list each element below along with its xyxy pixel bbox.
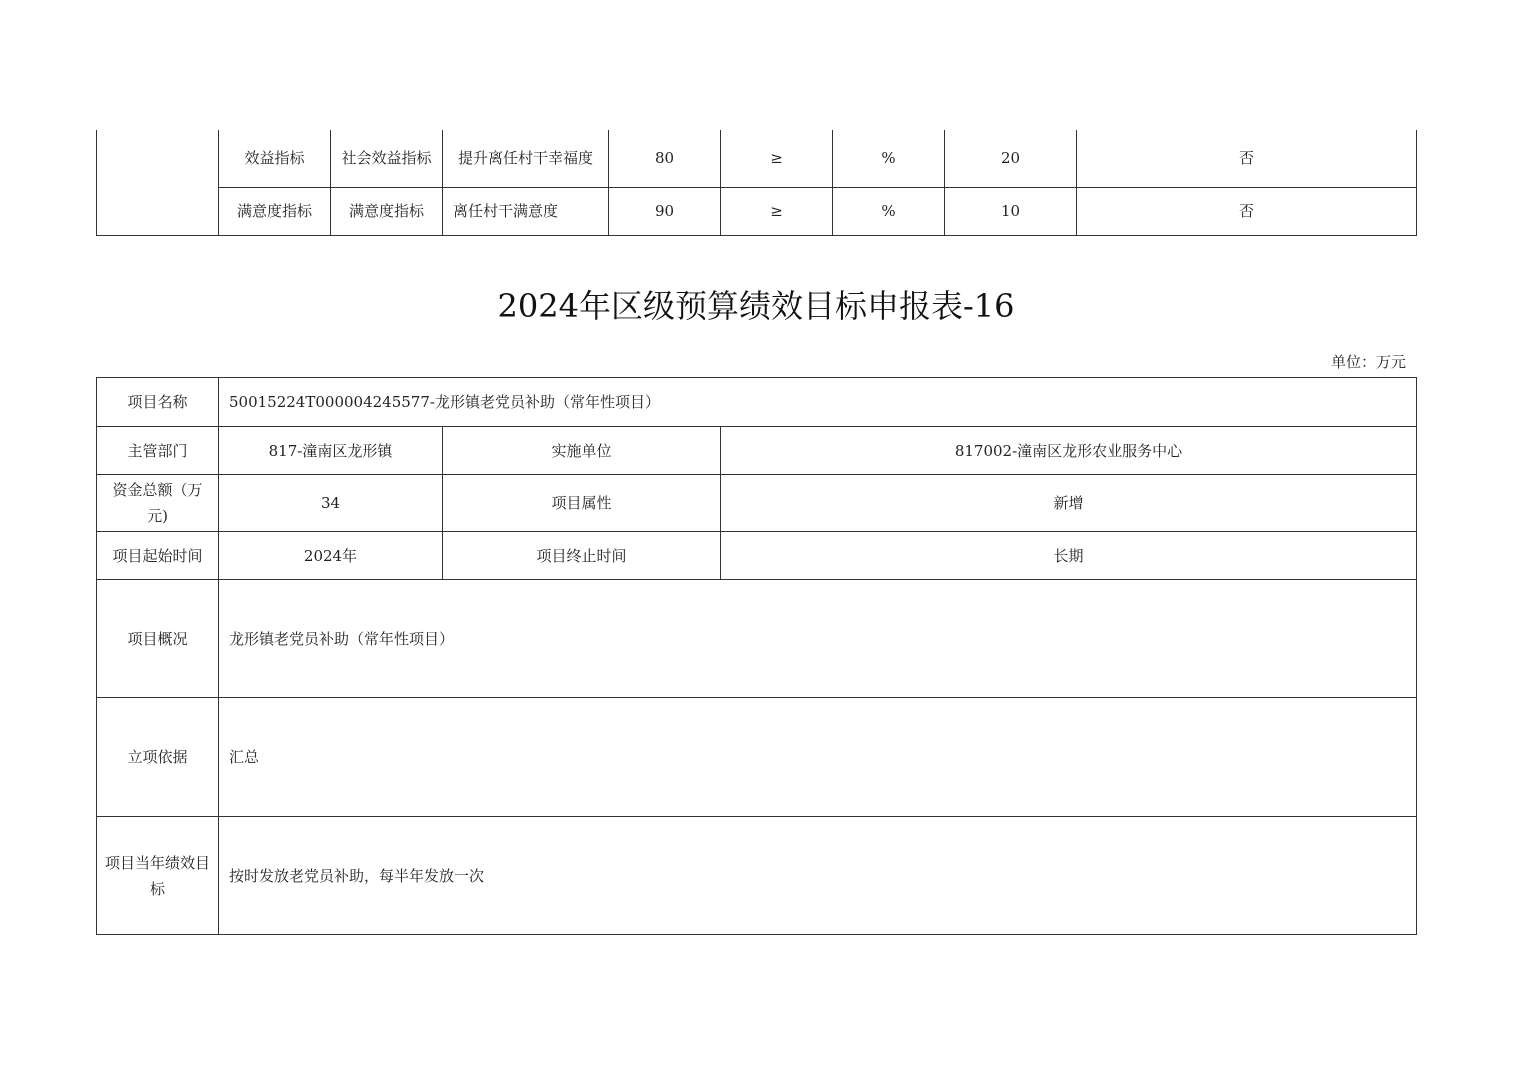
level2-indicator: 满意度指标 bbox=[219, 187, 331, 235]
basis-value: 汇总 bbox=[219, 698, 1417, 817]
indicator-name: 离任村干满意度 bbox=[443, 187, 609, 235]
indicator-value: 80 bbox=[609, 130, 721, 187]
table-row bbox=[97, 187, 1417, 235]
indicator-unit: % bbox=[833, 130, 945, 187]
overview-label: 项目概况 bbox=[97, 580, 219, 698]
start-value: 2024年 bbox=[219, 532, 443, 580]
project-name-label: 项目名称 bbox=[97, 378, 219, 427]
indicator-core: 否 bbox=[1077, 187, 1417, 235]
level3-indicator: 社会效益指标 bbox=[331, 130, 443, 187]
goal-value: 按时发放老党员补助，每半年发放一次 bbox=[219, 817, 1417, 935]
indicator-weight: 20 bbox=[945, 130, 1077, 187]
table-row bbox=[97, 130, 1417, 187]
unit-label: 单位：万元 bbox=[1330, 353, 1406, 371]
blank-cell bbox=[97, 130, 219, 235]
table-row bbox=[97, 698, 1417, 817]
table-row bbox=[97, 475, 1417, 532]
table-row bbox=[97, 817, 1417, 935]
goal-label: 项目当年绩效目标 bbox=[97, 817, 219, 935]
dept-label: 主管部门 bbox=[97, 427, 219, 475]
table-row bbox=[97, 427, 1417, 475]
end-label: 项目终止时间 bbox=[443, 532, 721, 580]
indicator-value: 90 bbox=[609, 187, 721, 235]
page-title: 2024年区级预算绩效目标申报表-16 bbox=[497, 287, 1015, 325]
fund-value: 34 bbox=[219, 475, 443, 532]
table-row bbox=[97, 378, 1417, 427]
indicator-operator: ≥ bbox=[721, 130, 833, 187]
attr-label: 项目属性 bbox=[443, 475, 721, 532]
impl-value: 817002-潼南区龙形农业服务中心 bbox=[721, 427, 1417, 475]
level2-indicator: 效益指标 bbox=[219, 130, 331, 187]
indicator-operator: ≥ bbox=[721, 187, 833, 235]
indicator-unit: % bbox=[833, 187, 945, 235]
level3-indicator: 满意度指标 bbox=[331, 187, 443, 235]
table-row bbox=[97, 532, 1417, 580]
impl-label: 实施单位 bbox=[443, 427, 721, 475]
project-name-value: 50015224T000004245577-龙形镇老党员补助（常年性项目） bbox=[219, 378, 1417, 427]
indicator-core: 否 bbox=[1077, 130, 1417, 187]
basis-label: 立项依据 bbox=[97, 698, 219, 817]
fund-label: 资金总额（万元) bbox=[97, 475, 219, 532]
indicator-table-continuation bbox=[96, 130, 1417, 236]
table-row bbox=[97, 580, 1417, 698]
end-value: 长期 bbox=[721, 532, 1417, 580]
overview-value: 龙形镇老党员补助（常年性项目） bbox=[219, 580, 1417, 698]
indicator-weight: 10 bbox=[945, 187, 1077, 235]
attr-value: 新增 bbox=[721, 475, 1417, 532]
start-label: 项目起始时间 bbox=[97, 532, 219, 580]
budget-form-table bbox=[96, 377, 1417, 935]
indicator-name: 提升离任村干幸福度 bbox=[443, 130, 609, 187]
dept-value: 817-潼南区龙形镇 bbox=[219, 427, 443, 475]
